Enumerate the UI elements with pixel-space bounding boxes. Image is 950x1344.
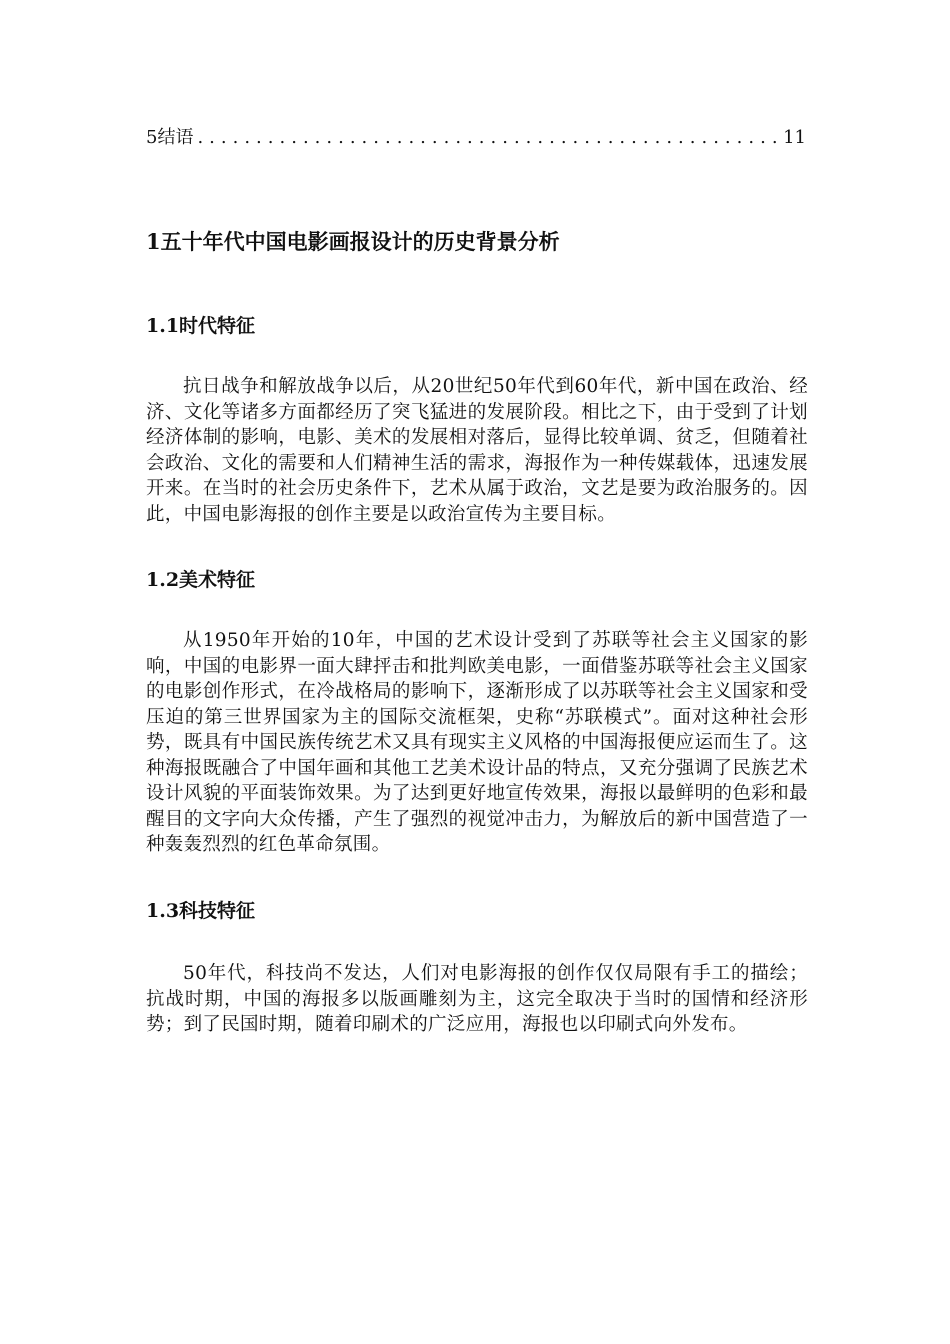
section-body-1-2: 从1950年开始的10年，中国的艺术设计受到了苏联等社会主义国家的影响，中国的电影界一面大肆抨击和批判欧美电影，一面借鉴苏联等社会主义国家的电影创作形式，在冷战格局的影响下，逐渐形成了以苏联等社会主义国家和受压迫的第三世界国家为主的国际交流框架，史称“苏联模式”。面对这种社会形势，既具有中国民族传统艺术又具有现实主义风格的中国海报便应运而生了。这种海报既融合了中国年画和其他工艺美术设计品的特点，又充分强调了民族艺术设计风貌的平面装饰效果。为了达到更好地宣传效果，海报以最鲜明的色彩和最醒目的文字向大众传播，产生了强烈的视觉冲击力，为解放后的新中国营造了一种轰轰烈烈的红色革命氛围。 [146, 630, 808, 855]
chapter-title: 1五十年代中国电影画报设计的历史背景分析 [146, 229, 560, 254]
section-heading-1-2: 1.2美术特征 [146, 569, 256, 591]
toc-entry [146, 124, 806, 152]
section-heading-1-1: 1.1时代特征 [146, 315, 256, 337]
toc-entry-label: 5结语 [146, 127, 194, 148]
toc-dot-leader [197, 124, 779, 152]
toc-entry-page-number: 11 [783, 127, 806, 148]
section-body-1-1: 抗日战争和解放战争以后，从20世纪50年代到60年代，新中国在政治、经济、文化等诸多方面都经历了突飞猛进的发展阶段。相比之下，由于受到了计划经济体制的影响，电影、美术的发展相对落后，显得比较单调、贫乏，但随着社会政治、文化的需要和人们精神生活的需求，海报作为一种传媒载体，迅速发展开来。在当时的社会历史条件下，艺术从属于政治，文艺是要为政治服务的。因此，中国电影海报的创作主要是以政治宣传为主要目标。 [146, 376, 808, 525]
section-heading-1-3: 1.3科技特征 [146, 900, 256, 922]
section-body-1-3: 50年代，科技尚不发达，人们对电影海报的创作仅仅局限有手工的描绘；抗战时期，中国的海报多以版画雕刻为主，这完全取决于当时的国情和经济形势；到了民国时期，随着印刷术的广泛应用，海报也以印刷式向外发布。 [146, 963, 808, 1035]
